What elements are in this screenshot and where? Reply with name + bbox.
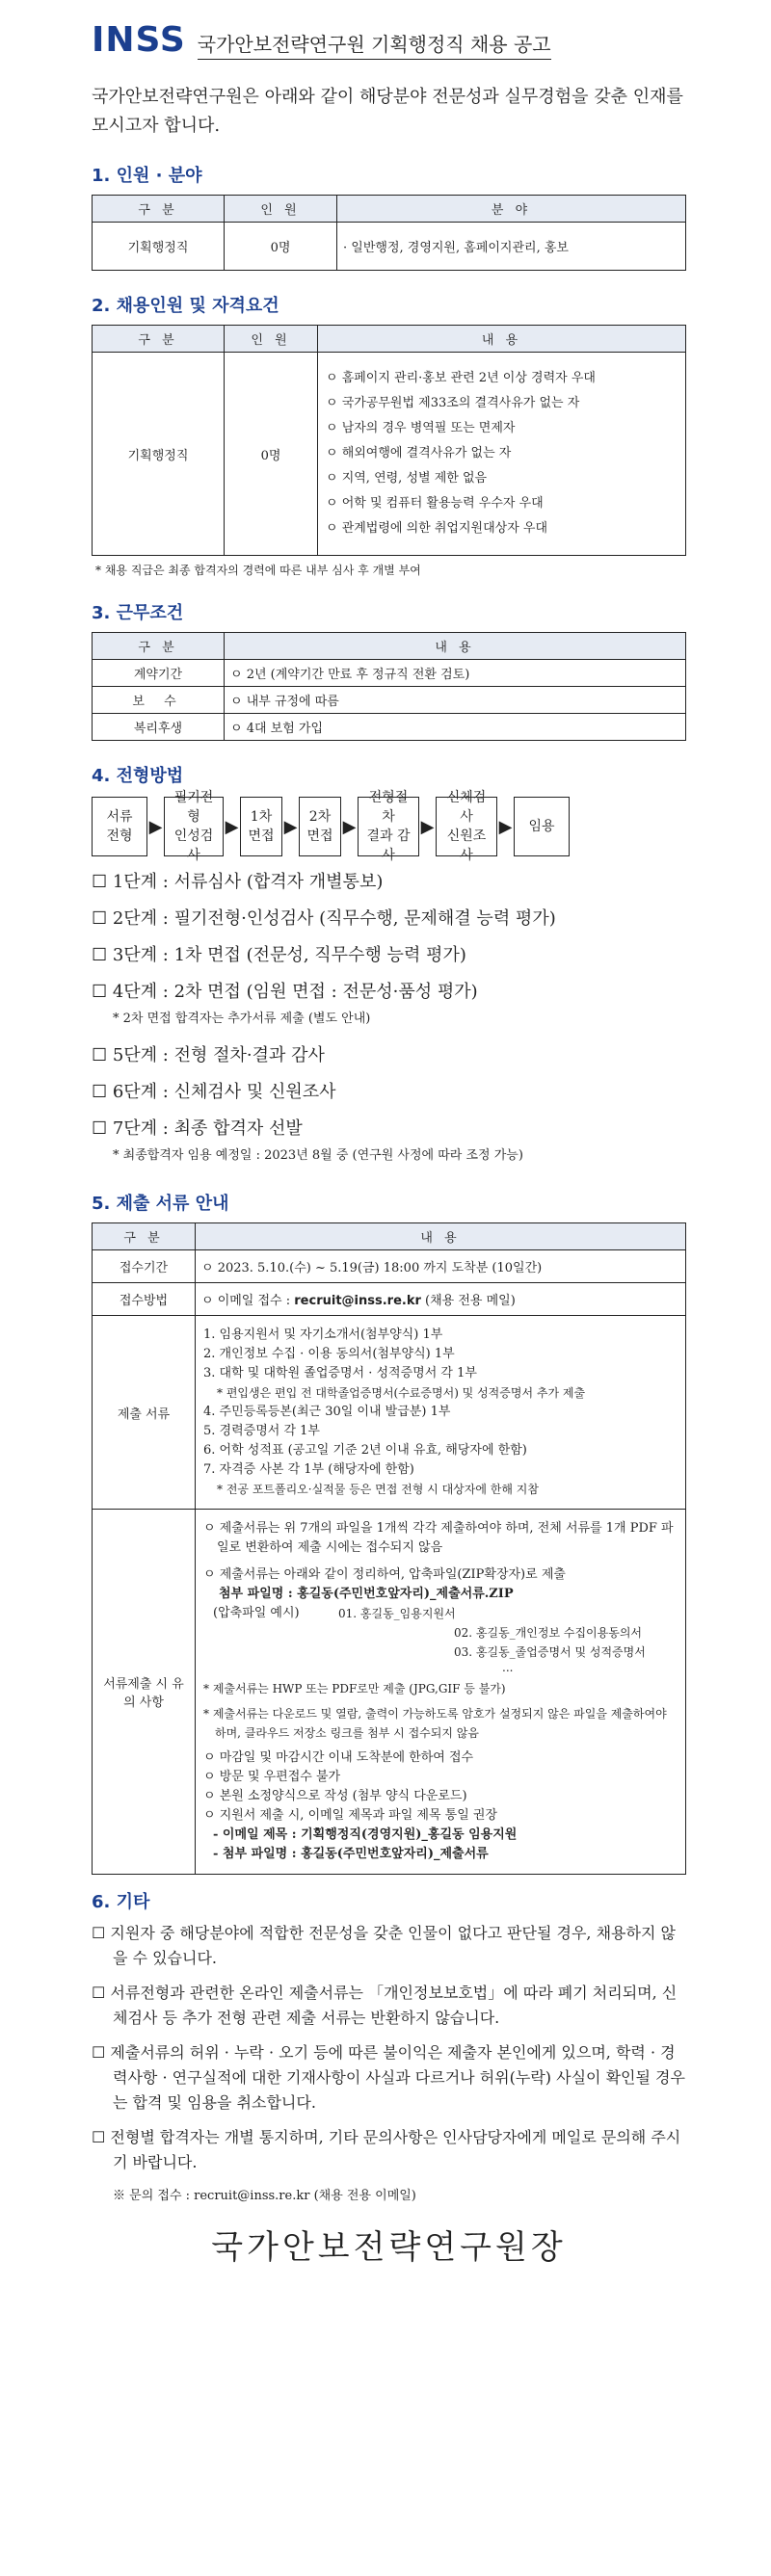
step-item: ☐ 2단계 : 필기전형·인성검사 (직무수행, 문제해결 능력 평가) (92, 908, 556, 929)
step-item: ☐ 5단계 : 전형 절차·결과 감사 (92, 1045, 325, 1065)
step-7-note: * 최종합격자 임용 예정일 : 2023년 8월 중 (연구원 사정에 따라 조정 가능) (113, 1148, 523, 1163)
zip-filename: 첨부 파일명 : 홍길동(주민번호앞자리)_제출서류.ZIP (219, 1587, 514, 1601)
s1-header-2: 인 원 (225, 196, 337, 223)
flow-arrow-icon: ▶ (498, 816, 513, 837)
flow-step-box: 1차 면접 (240, 797, 282, 856)
zip-example-item: 03. 홍길동_졸업증명서 및 성적증명서 (454, 1645, 646, 1659)
s1-header-1: 구 분 (93, 196, 225, 223)
list-item: ㅇ 국가공무원법 제33조의 결격사유가 없는 자 (326, 396, 580, 410)
doc-item: 7. 자격증 사본 각 1부 (해당자에 한함) (203, 1462, 414, 1477)
flow-step-box: 서류 전형 (92, 797, 147, 856)
list-item: ㅇ 홈페이지 관리·홍보 관련 2년 이상 경력자 우대 (326, 371, 596, 385)
other-item: ☐ 제출서류의 허위 · 누락 · 오기 등에 따른 불이익은 제출자 본인에게 있으며, 학력 · 경력사항 · 연구실적에 대한 기재사항이 사실과 다르거나 허위(누락) 사실이 확인될 경우는 합격 및 임용을 취소합니다. (92, 2043, 685, 2112)
file-name-rule: - 첨부 파일명 : 홍길동(주민번호앞자리)_제출서류 (213, 1847, 489, 1861)
flow-step-box: 임용 (514, 797, 570, 856)
list-item: ㅇ 지역, 연령, 성별 제한 없음 (326, 471, 488, 486)
doc-item: 4. 주민등록등본(최근 30일 이내 발급분) 1부 (203, 1405, 451, 1419)
other-item: ☐ 지원자 중 해당분야에 적합한 전문성을 갖춘 인물이 없다고 판단될 경우, 채용하지 않을 수 있습니다. (92, 1924, 676, 1967)
flow-arrow-icon: ▶ (283, 816, 298, 837)
doc-note: * 전공 포트폴리오·실적물 등은 면접 전형 시 대상자에 한해 지참 (217, 1483, 539, 1496)
contact-info: ※ 문의 접수 : recruit@inss.re.kr (채용 전용 이메일) (113, 2189, 416, 2203)
period-value: ㅇ 2023. 5.10.(수) ~ 5.19(금) 18:00 까지 도착분 (10일간) (196, 1250, 686, 1283)
doc-item: 1. 임용지원서 및 자기소개서(첨부양식) 1부 (203, 1327, 443, 1342)
doc-item: 3. 대학 및 대학원 졸업증명서 · 성적증명서 각 1부 (203, 1366, 477, 1380)
step-item: ☐ 7단계 : 최종 합격자 선발 (92, 1118, 303, 1139)
caution-note: * 제출서류는 HWP 또는 PDF로만 제출 (JPG,GIF 등 불가) (203, 1682, 506, 1695)
step-list (92, 870, 686, 1169)
step-4-note: * 2차 면접 합격자는 추가서류 제출 (별도 안내) (113, 1012, 371, 1026)
page-title: 국가안보전략연구원 기획행정직 채용 공고 (198, 32, 551, 60)
recruit-email-link[interactable]: recruit@inss.re.kr (294, 1294, 421, 1308)
s3-label: 복리후생 (93, 714, 225, 741)
s5-header-2: 내 용 (196, 1223, 686, 1250)
s3-label: 보 수 (93, 687, 225, 714)
method-value: ㅇ 이메일 접수 : recruit@inss.re.kr (채용 전용 메일) (196, 1283, 686, 1316)
zip-example: (압축파일 예시) 01. 홍길동_임용지원서 02. 홍길동_개인정보 수집이용동의서 03. 홍길동_졸업증명서 및 성적증명서 ... (213, 1606, 646, 1674)
doc-item: 6. 어학 성적표 (공고일 기준 2년 이내 유효, 해당자에 한함) (203, 1443, 527, 1458)
s5-header-1: 구 분 (93, 1223, 196, 1250)
caution-label: 서류제출 시 유의 사항 (93, 1510, 196, 1875)
s3-label: 계약기간 (93, 660, 225, 687)
step-item: ☐ 3단계 : 1차 면접 (전문성, 직무수행 능력 평가) (92, 945, 466, 965)
period-label: 접수기간 (93, 1250, 196, 1283)
caution-item: ㅇ 지원서 제출 시, 이메일 제목과 파일 제목 통일 권장 (203, 1808, 498, 1823)
list-item: ㅇ 남자의 경우 병역필 또는 면제자 (326, 421, 516, 435)
flow-arrow-icon: ▶ (148, 816, 163, 837)
docs-label: 제출 서류 (93, 1316, 196, 1510)
s2-header-1: 구 분 (93, 326, 225, 353)
section-2-table (92, 325, 686, 556)
caution-item: ㅇ 본원 소정양식으로 작성 (첨부 양식 다운로드) (203, 1789, 467, 1803)
s3-header-1: 구 분 (93, 633, 225, 660)
step-item: ☐ 6단계 : 신체검사 및 신원조사 (92, 1082, 336, 1102)
zip-example-item: 02. 홍길동_개인정보 수집이용동의서 (454, 1626, 643, 1640)
caution-item: ㅇ 제출서류는 아래와 같이 정리하여, 압축파일(ZIP확장자)로 제출 (203, 1567, 566, 1582)
step-item: ☐ 4단계 : 2차 면접 (임원 면접 : 전문성·품성 평가) (92, 982, 478, 1002)
issuer-signature: 국가안보전략연구원장 (211, 2228, 567, 2267)
other-item: ☐ 서류전형과 관련한 온라인 제출서류는 「개인정보보호법」에 따라 폐기 처리되며, 신체검사 등 추가 전형 관련 제출 서류는 반환하지 않습니다. (92, 1984, 678, 2027)
zip-example-item: ... (502, 1661, 514, 1674)
section-1-table (92, 195, 686, 271)
other-notes (92, 1921, 686, 2203)
section-2-title: 2. 채용인원 및 자격요건 (92, 296, 279, 316)
doc-note: * 편입생은 편입 전 대학졸업증명서(수료증명서) 및 성적증명서 추가 제출 (217, 1386, 586, 1400)
other-item: ☐ 전형별 합격자는 개별 통지하며, 기타 문의사항은 인사담당자에게 메일로 문의해 주시기 바랍니다. (92, 2128, 681, 2171)
qualification-list (326, 366, 678, 541)
caution-item: ㅇ 방문 및 우편접수 불가 (203, 1770, 341, 1784)
s2-header-2: 인 원 (225, 326, 318, 353)
s2-cell-type: 기획행정직 (93, 353, 225, 556)
s2-header-3: 내 용 (318, 326, 686, 353)
caution-item: ㅇ 마감일 및 마감시간 이내 도착분에 한하여 접수 (203, 1750, 474, 1765)
caution-note: * 제출서류는 다운로드 및 열람, 출력이 가능하도록 암호가 설정되지 않은 파일을 제출하여야 하며, 클라우드 저장소 링크를 첨부 시 접수되지 않음 (203, 1707, 667, 1740)
flow-step-box: 전형절차 결과 감사 (358, 797, 419, 856)
section-6-title: 6. 기타 (92, 1892, 150, 1912)
s3-value: ㅇ 내부 규정에 따름 (225, 687, 686, 714)
s1-header-3: 분 야 (337, 196, 686, 223)
list-item: ㅇ 해외여행에 결격사유가 없는 자 (326, 446, 512, 460)
s1-cell-type: 기획행정직 (93, 223, 225, 271)
email-subject-rule: - 이메일 제목 : 기획행정직(경영지원)_홍길동 임용지원 (213, 1827, 518, 1842)
list-item: ㅇ 어학 및 컴퓨터 활용능력 우수자 우대 (326, 496, 544, 511)
section-5-title: 5. 제출 서류 안내 (92, 1194, 229, 1214)
s2-note: * 채용 직급은 최종 합격자의 경력에 따른 내부 심사 후 개별 부여 (95, 564, 421, 577)
flow-arrow-icon: ▶ (225, 816, 239, 837)
header (92, 0, 686, 60)
process-flow (92, 790, 686, 863)
section-1-title: 1. 인원 · 분야 (92, 166, 202, 186)
list-item: ㅇ 관계법령에 의한 취업지원대상자 우대 (326, 521, 548, 536)
flow-arrow-icon: ▶ (420, 816, 435, 837)
flow-step-box: 2차 면접 (299, 797, 341, 856)
flow-arrow-icon: ▶ (342, 816, 357, 837)
s3-header-2: 내 용 (225, 633, 686, 660)
intro-text: 국가안보전략연구원은 아래와 같이 해당분야 전문성과 실무경험을 갖춘 인재를 모시고자 합니다. (92, 87, 683, 136)
s1-cell-field: · 일반행정, 경영지원, 홈페이지관리, 홍보 (337, 223, 686, 271)
section-5-table (92, 1222, 686, 1875)
caution-list (196, 1510, 686, 1875)
s2-cell-count: 0명 (225, 353, 318, 556)
step-item: ☐ 1단계 : 서류심사 (합격자 개별통보) (92, 872, 384, 892)
doc-item: 2. 개인정보 수집 · 이용 동의서(첨부양식) 1부 (203, 1347, 455, 1361)
flow-step-box: 필기전형 인성검사 (164, 797, 224, 856)
s3-value: ㅇ 2년 (계약기간 만료 후 정규직 전환 검토) (225, 660, 686, 687)
section-3-title: 3. 근무조건 (92, 603, 184, 623)
section-4-title: 4. 전형방법 (92, 766, 184, 786)
zip-example-item: 01. 홍길동_임용지원서 (338, 1607, 456, 1620)
caution-item: ㅇ 제출서류는 위 7개의 파일을 1개씩 각각 제출하여야 하며, 전체 서류를 1개 PDF 파일로 변환하여 제출 시에는 접수되지 않음 (203, 1521, 674, 1555)
doc-item: 5. 경력증명서 각 1부 (203, 1424, 320, 1438)
s3-value: ㅇ 4대 보험 가입 (225, 714, 686, 741)
method-label: 접수방법 (93, 1283, 196, 1316)
inss-logo: INSS (92, 20, 186, 60)
s1-cell-count: 0명 (225, 223, 337, 271)
docs-list (196, 1316, 686, 1510)
flow-step-box: 신체검사 신원조사 (436, 797, 497, 856)
section-3-table (92, 632, 686, 741)
